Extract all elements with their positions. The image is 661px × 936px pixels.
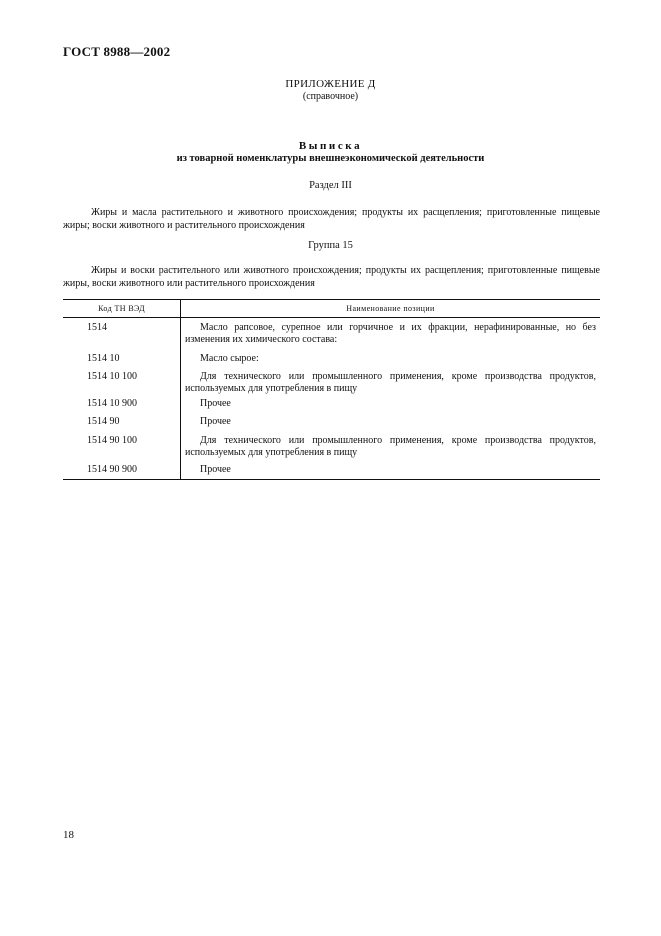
row-name: Для технического или промышленного применения, кроме производства продуктов, используемых для употребления в пищу [185, 435, 596, 458]
row-code: 1514 90 100 [63, 435, 181, 463]
extract-subtitle: из товарной номенклатуры внешнеэкономической деятельности [176, 153, 485, 164]
extract-title: Выписка [298, 140, 363, 152]
row-code: 1514 90 [63, 416, 181, 435]
table-row [63, 318, 600, 353]
row-code: 1514 10 [63, 352, 181, 369]
table-header-row [63, 300, 600, 318]
group-label: Группа 15 [308, 240, 353, 251]
appendix-title: ПРИЛОЖЕНИЕ Д [285, 78, 376, 90]
code-table [63, 299, 600, 480]
row-name: Масло рапсовое, сурепное или горчичное и их фракции, нерафинированные, но без изменения их химического состава: [185, 322, 596, 345]
row-name: Масло сырое: [200, 353, 259, 364]
column-header-code: Код ТН ВЭД [63, 300, 181, 318]
section-label: Раздел III [309, 180, 352, 191]
row-name: Прочее [200, 464, 231, 475]
table-row [63, 352, 600, 369]
row-code: 1514 [63, 318, 181, 353]
row-code: 1514 10 900 [63, 398, 181, 416]
row-code: 1514 90 900 [63, 463, 181, 480]
row-name: Прочее [200, 416, 231, 427]
column-header-name: Наименование позиции [181, 300, 601, 318]
table-row [63, 416, 600, 435]
row-name: Прочее [200, 398, 231, 409]
appendix-note: (справочное) [302, 91, 359, 102]
table-row [63, 369, 600, 398]
table-row [63, 463, 600, 480]
page-number: 18 [63, 829, 74, 841]
row-name: Для технического или промышленного применения, кроме производства продуктов, используемых для употребления в пищу [185, 371, 596, 394]
group-description: Жиры и воски растительного или животного происхождения; продукты их расщепления; приготовленные пищевые жиры, воски животного или растительного происхождения [63, 265, 600, 289]
row-code: 1514 10 100 [63, 369, 181, 398]
document-header: ГОСТ 8988—2002 [63, 44, 171, 59]
table-row [63, 398, 600, 416]
table-row [63, 435, 600, 463]
section-description: Жиры и масла растительного и животного происхождения; продукты их расщепления; приготовленные пищевые жиры; воски животного и растительного происхождения [63, 207, 600, 231]
